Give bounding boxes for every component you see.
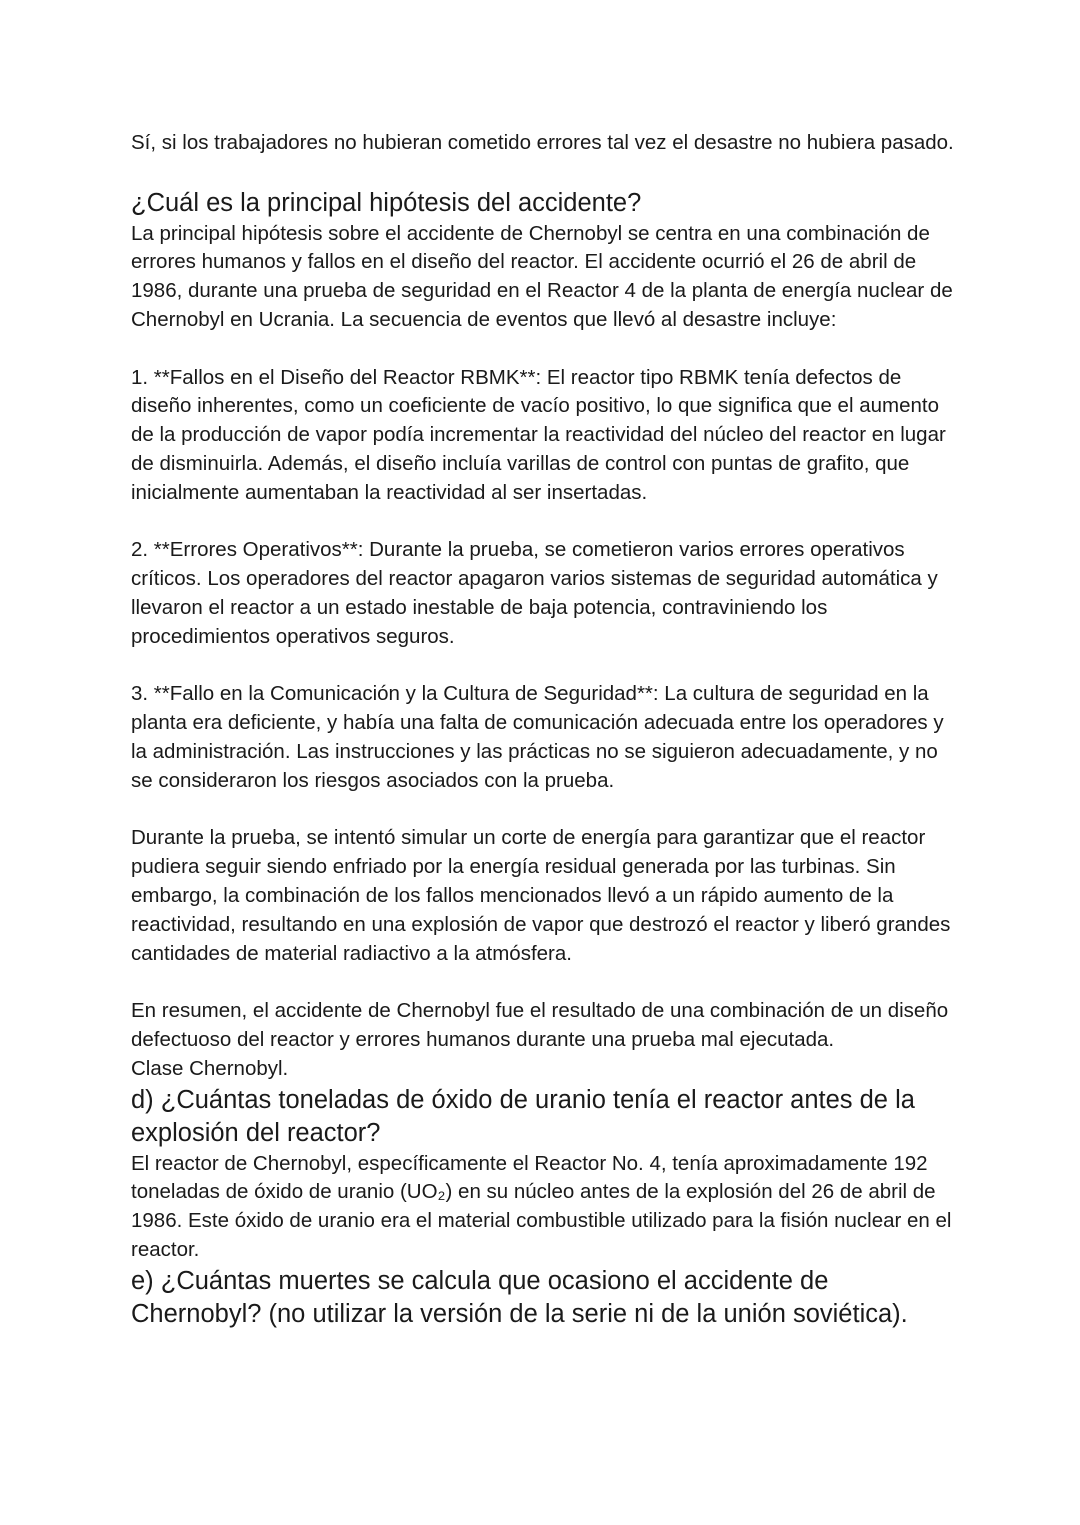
document-body <box>131 129 961 1331</box>
spacer <box>131 158 961 187</box>
point-2-paragraph: 2. **Errores Operativos**: Durante la prueba, se cometieron varios errores operativos críticos. Los operadores del reactor apagaron varios sistemas de seguridad automática y llevaron el reactor a un estado inestable de baja potencia, contraviniendo los procedimientos operativos seguros. <box>131 538 938 648</box>
question-d-heading: d) ¿Cuántas toneladas de óxido de uranio tenía el reactor antes de la explosión del reactor? <box>131 1085 915 1147</box>
question-e-heading: e) ¿Cuántas muertes se calcula que ocasiono el accidente de Chernobyl? (no utilizar la versión de la serie ni de la unión soviética). <box>131 1266 908 1328</box>
summary-tail: Clase Chernobyl. <box>131 1056 289 1080</box>
spacer <box>131 652 961 681</box>
question-hypothesis-heading: ¿Cuál es la principal hipótesis del accidente? <box>131 188 642 217</box>
hypothesis-intro-paragraph: La principal hipótesis sobre el accidente de Chernobyl se centra en una combinación de errores humanos y fallos en el diseño del reactor. El accidente ocurrió el 26 de abril de 1986, durante una prueba de seguridad en el Reactor 4 de la planta de energía nuclear de Chernobyl en Ucrania. La secuencia de eventos que llevó al desastre incluye: <box>131 221 953 331</box>
point-3-paragraph: 3. **Fallo en la Comunicación y la Cultura de Seguridad**: La cultura de seguridad en la planta era deficiente, y había una falta de comunicación adecuada entre los operadores y la administración. Las instrucciones y las prácticas no se siguieron adecuadamente, y no se consideraron los riesgos asociados con la prueba. <box>131 682 944 792</box>
intro-paragraph: Sí, si los trabajadores no hubieran cometido errores tal vez el desastre no hubiera pasado. <box>131 131 954 154</box>
answer-d-paragraph: El reactor de Chernobyl, específicamente el Reactor No. 4, tenía aproximadamente 192 toneladas de óxido de uranio (UO₂) en su núcleo antes de la explosión del 26 de abril de 1986. Este óxido de uranio era el material combustible utilizado para la fisión nuclear en el reactor. <box>131 1151 952 1261</box>
point-1-paragraph: 1. **Fallos en el Diseño del Reactor RBMK**: El reactor tipo RBMK tenía defectos de diseño inherentes, como un coeficiente de vacío positivo, lo que significa que el aumento de la producción de vapor podía incrementar la reactividad del núcleo del reactor en lugar de disminuirla. Además, el diseño incluía varillas de control con puntas de grafito, que inicialmente aumentaban la reactividad al ser insertadas. <box>131 365 946 504</box>
spacer <box>131 796 961 825</box>
test-paragraph: Durante la prueba, se intentó simular un corte de energía para garantizar que el reactor pudiera seguir siendo enfriado por la energía residual generada por las turbinas. Sin embargo, la combinación de los fallos mencionados llevó a un rápido aumento de la reactividad, resultando en una explosión de vapor que destrozó el reactor y liberó grandes cantidades de material radiactivo a la atmósfera. <box>131 826 951 965</box>
spacer <box>131 508 961 537</box>
summary-paragraph: En resumen, el accidente de Chernobyl fue el resultado de una combinación de un diseño defectuoso del reactor y errores humanos durante una prueba mal ejecutada. <box>131 999 949 1051</box>
spacer <box>131 335 961 364</box>
spacer <box>131 968 961 997</box>
